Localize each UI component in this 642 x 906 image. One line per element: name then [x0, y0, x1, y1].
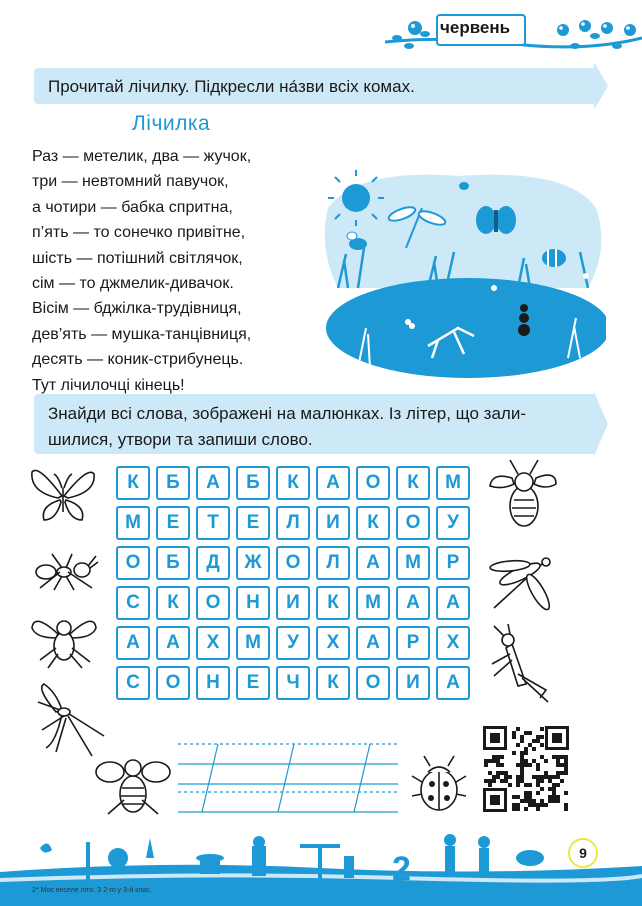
- grid-row: [116, 626, 470, 660]
- poem-line: три — невтомний павучок,: [32, 173, 229, 191]
- bumblebee-icon: [542, 249, 566, 267]
- poem-title: Лічилка: [132, 112, 211, 135]
- grid-cell[interactable]: О: [356, 466, 390, 500]
- grid-cell[interactable]: Х: [436, 626, 470, 660]
- grid-cell[interactable]: А: [396, 586, 430, 620]
- grid-cell[interactable]: А: [116, 626, 150, 660]
- poem-line: Тут лічилочці кінець!: [32, 376, 185, 394]
- task1-banner-arrow: [594, 62, 608, 110]
- poem-line: десять — коник-стрибунець.: [32, 351, 244, 369]
- grid-cell[interactable]: Е: [236, 666, 270, 700]
- grid-cell[interactable]: Б: [156, 466, 190, 500]
- grid-cell[interactable]: У: [276, 626, 310, 660]
- writing-lines[interactable]: [178, 740, 398, 816]
- grid-cell[interactable]: М: [356, 586, 390, 620]
- ladybug-icon: [410, 752, 468, 816]
- firefly-icon: [459, 182, 469, 190]
- grid-cell[interactable]: О: [276, 546, 310, 580]
- grid-cell[interactable]: Е: [156, 506, 190, 540]
- task2-instruction: [48, 401, 593, 453]
- grid-row: [116, 586, 470, 620]
- poem-line: Раз — метелик, два — жучок,: [32, 148, 252, 165]
- grid-cell[interactable]: М: [396, 546, 430, 580]
- grid-cell[interactable]: К: [356, 506, 390, 540]
- grid-cell[interactable]: К: [116, 466, 150, 500]
- dragonfly-icon: [480, 554, 560, 614]
- grid-cell[interactable]: Ч: [276, 666, 310, 700]
- svg-text:2: 2: [392, 850, 411, 888]
- grid-cell[interactable]: Ж: [236, 546, 270, 580]
- grid-cell[interactable]: Р: [436, 546, 470, 580]
- poem-line: п’ять — то сонечко привітне,: [32, 224, 246, 242]
- grid-cell[interactable]: Е: [236, 506, 270, 540]
- grid-cell[interactable]: И: [316, 506, 350, 540]
- grid-cell[interactable]: А: [196, 466, 230, 500]
- grid-cell[interactable]: О: [116, 546, 150, 580]
- grid-cell[interactable]: К: [316, 666, 350, 700]
- butterfly-icon: [28, 462, 98, 526]
- poem-line: Вісім — бджілка-трудівниця,: [32, 300, 242, 318]
- grid-cell[interactable]: К: [396, 466, 430, 500]
- grid-row: [116, 506, 470, 540]
- bumblebee-icon: [488, 456, 558, 534]
- grasshopper-icon: [482, 624, 554, 704]
- grid-cell[interactable]: А: [356, 626, 390, 660]
- page-number: 9: [568, 838, 598, 868]
- grid-cell[interactable]: У: [436, 506, 470, 540]
- grid-row: [116, 466, 470, 500]
- poem-text: [32, 144, 251, 398]
- grid-cell[interactable]: Л: [316, 546, 350, 580]
- grid-cell[interactable]: Р: [396, 626, 430, 660]
- bee-icon: [94, 750, 172, 822]
- poem-line: а чотири — бабка спритна,: [32, 198, 233, 216]
- grid-cell[interactable]: М: [236, 626, 270, 660]
- grid-cell[interactable]: Б: [156, 546, 190, 580]
- poem-line: дев’ять — мушка-танцівниця,: [32, 325, 252, 343]
- poem-line: сім — то джмелик-дивачок.: [32, 275, 234, 293]
- grid-cell[interactable]: О: [156, 666, 190, 700]
- fly-icon: [30, 608, 102, 670]
- grid-cell[interactable]: А: [156, 626, 190, 660]
- month-label: червень: [440, 18, 511, 37]
- grid-cell[interactable]: А: [356, 546, 390, 580]
- grid-cell[interactable]: И: [396, 666, 430, 700]
- grid-cell[interactable]: С: [116, 586, 150, 620]
- grid-cell[interactable]: Т: [196, 506, 230, 540]
- meadow-insects-illustration: [318, 168, 606, 380]
- grid-cell[interactable]: Д: [196, 546, 230, 580]
- grid-cell[interactable]: А: [436, 666, 470, 700]
- grid-cell[interactable]: М: [436, 466, 470, 500]
- butterfly-icon: [476, 206, 516, 234]
- grid-cell[interactable]: Л: [276, 506, 310, 540]
- grid-cell[interactable]: Н: [236, 586, 270, 620]
- task1-instruction: Прочитай лічилку. Підкресли на́зви всіх комах.: [48, 77, 415, 96]
- grid-cell[interactable]: М: [116, 506, 150, 540]
- qr-code[interactable]: [483, 726, 569, 812]
- grid-cell[interactable]: Б: [236, 466, 270, 500]
- task2-instruction-line: Знайди всі слова, зображені на малюнках. Із літер, що зали-: [48, 404, 526, 423]
- footnote: 2* Моє веселе літо. З 2-го у 3-й клас.: [32, 887, 152, 894]
- footer-decoration: [0, 828, 642, 906]
- task2-banner-arrow: [594, 392, 608, 456]
- grid-cell[interactable]: О: [356, 666, 390, 700]
- grid-cell[interactable]: С: [116, 666, 150, 700]
- poem-line: шість — потішний світлячок,: [32, 249, 243, 267]
- grid-cell[interactable]: К: [276, 466, 310, 500]
- task2-instruction-line: шилися, утвори та запиши слово.: [48, 430, 313, 449]
- grid-cell[interactable]: О: [196, 586, 230, 620]
- grid-row: [116, 666, 470, 700]
- grid-cell[interactable]: Н: [196, 666, 230, 700]
- grid-cell[interactable]: А: [316, 466, 350, 500]
- grid-cell[interactable]: А: [436, 586, 470, 620]
- grid-cell[interactable]: К: [156, 586, 190, 620]
- grid-cell[interactable]: Х: [196, 626, 230, 660]
- grid-cell[interactable]: К: [316, 586, 350, 620]
- ant-icon: [32, 548, 100, 594]
- grid-row: [116, 546, 470, 580]
- letter-grid: [116, 466, 470, 706]
- grid-cell[interactable]: О: [396, 506, 430, 540]
- grid-cell[interactable]: И: [276, 586, 310, 620]
- grid-cell[interactable]: Х: [316, 626, 350, 660]
